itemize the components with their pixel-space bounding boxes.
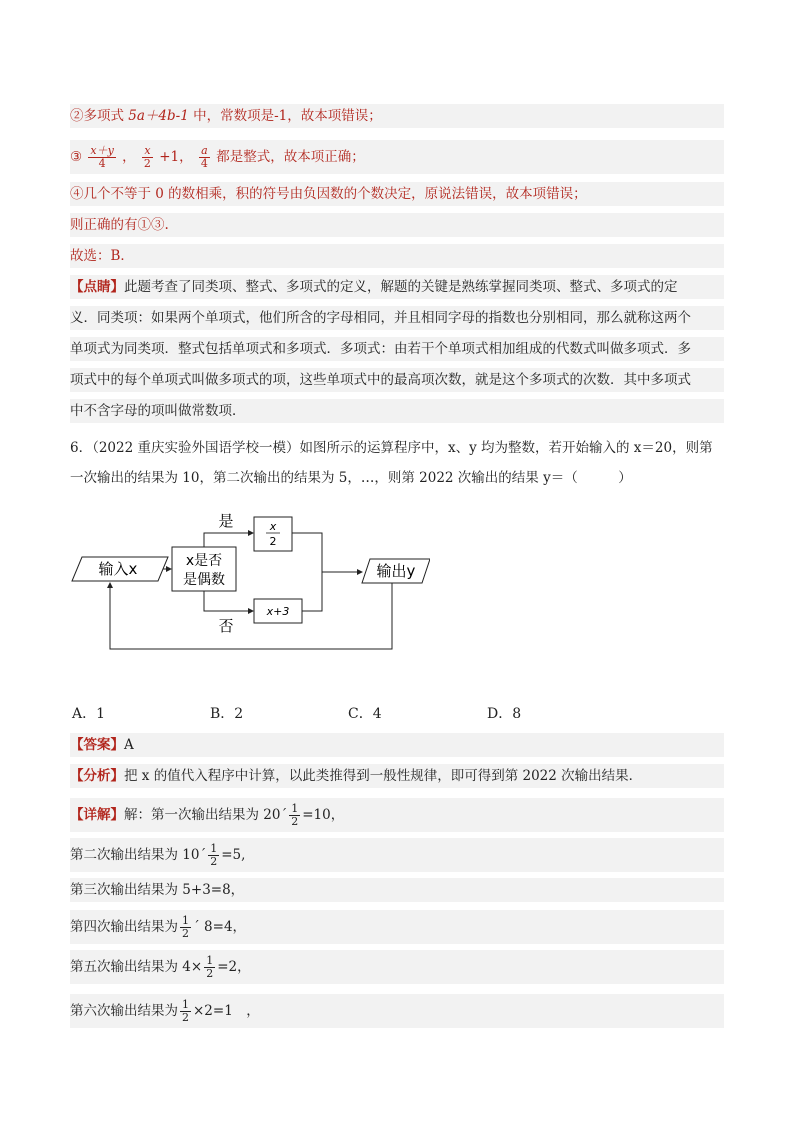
option-a: A．1 xyxy=(72,706,106,722)
detail-step-2: 第二次输出结果为 10´ $\frac{1}{2}$ =5, xyxy=(70,838,724,872)
conclusion: 则正确的有①③. xyxy=(70,213,724,237)
question-line-1: 6．（2022 重庆实验外国语学校一模）如图所示的运算程序中，x、y 均为整数，若开始输入的 x＝20，则第 xyxy=(70,440,713,456)
output-label: 输出y xyxy=(376,562,416,580)
flowchart xyxy=(70,505,430,655)
input-label: 输入x xyxy=(98,560,138,578)
plus3-label: x+3 xyxy=(266,605,290,618)
item-3: ③ $\frac{x+y}{4}$ ， $\frac{x}{2}$ +1， $\frac{a}{4}$ 都是整式，故本项正确； xyxy=(70,140,724,174)
item-4: ④几个不等于 0 的数相乘，积的符号由负因数的个数决定，原说法错误，故本项错误； xyxy=(70,182,724,206)
half-den: 2 xyxy=(269,535,277,548)
item-2-expr: 5a＋4b-1 xyxy=(128,108,189,124)
dianjing-line-4: 项式中的每个单项式叫做多项式的项，这些单项式中的最高项次数，就是这个多项式的次数．其中多项式 xyxy=(70,368,724,392)
fraction-x-over-2: $\frac{x}{2}$ xyxy=(143,144,151,170)
detail-step-4: 第四次输出结果为 $\frac{1}{2}$ ´ 8=4， xyxy=(70,910,724,944)
option-c: C．4 xyxy=(348,706,382,722)
fraction-a-over-4: $\frac{a}{4}$ xyxy=(200,144,208,170)
fraction-x-plus-y-over-4: $\frac{x+y}{4}$ xyxy=(90,144,114,170)
dianjing-line-5: 中不含字母的项叫做常数项． xyxy=(70,399,724,423)
question-line-2: 一次输出的结果为 10，第二次输出的结果为 5，…，则第 2022 次输出的结果 y＝（ ） xyxy=(70,470,632,486)
detail-step-3: 第三次输出结果为 5+3=8， xyxy=(70,878,724,902)
dianjing-tag: 【点睛】 xyxy=(70,279,124,295)
analysis: 【分析】把 x 的值代入程序中计算，以此类推得到一般性规律，即可得到第 2022 次输出结果． xyxy=(70,764,724,788)
option-b: B．2 xyxy=(210,706,244,722)
detail-step-6: 第六次输出结果为 $\frac{1}{2}$ ×2=1 ， xyxy=(70,994,724,1028)
detail-step-5: 第五次输出结果为 4× $\frac{1}{2}$ =2， xyxy=(70,950,724,984)
item-2: ②多项式 5a＋4b-1 中，常数项是-1，故本项错误； xyxy=(70,104,724,128)
no-label: 否 xyxy=(218,617,234,635)
answer: 【答案】A xyxy=(70,733,724,757)
option-d: D．8 xyxy=(487,706,522,722)
decision-label-2: 是偶数 xyxy=(183,572,225,588)
detail-step-1: 【详解】解：第一次输出结果为 20´ $\frac{1}{2}$ =10， xyxy=(70,798,724,832)
decision-label-1: x是否 xyxy=(185,553,223,569)
dianjing-line-3: 单项式为同类项．整式包括单项式和多项式．多项式：由若干个单项式相加组成的代数式叫做多项式．多 xyxy=(70,337,724,361)
dianjing-line-2: 义．同类项：如果两个单项式，他们所含的字母相同，并且相同字母的指数也分别相同，那么就称这两个 xyxy=(70,306,724,330)
dianjing-line-1: 【点睛】此题考查了同类项、整式、多项式的定义，解题的关键是熟练掌握同类项、整式、多项式的定 xyxy=(70,275,724,299)
half-num: x xyxy=(269,520,277,533)
choice: 故选：B． xyxy=(70,244,724,268)
yes-label: 是 xyxy=(218,512,234,530)
